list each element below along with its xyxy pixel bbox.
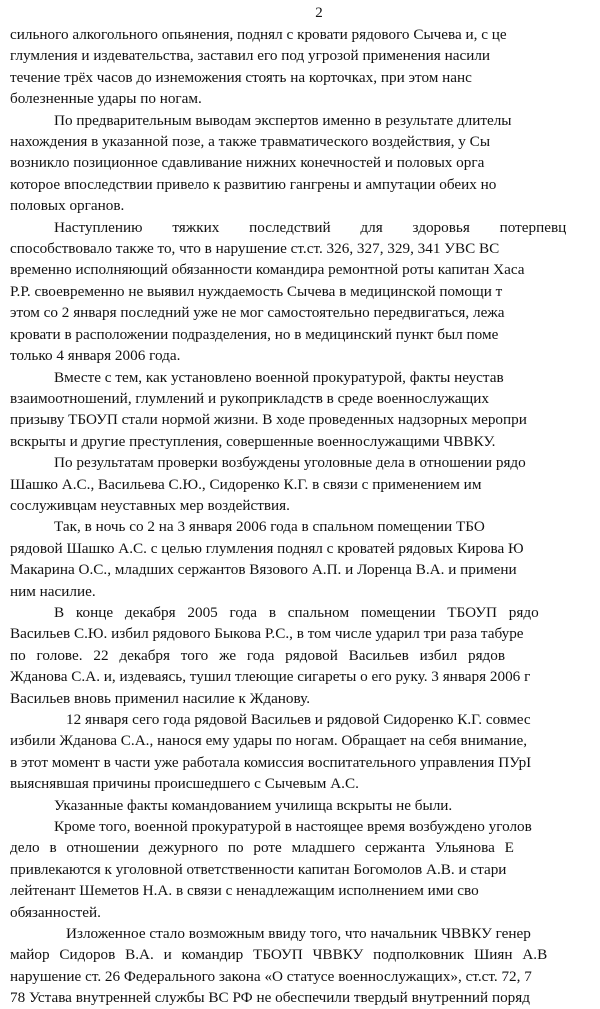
text-line: привлекаются к уголовной ответственности капитан Богомолов А.В. и стари — [10, 860, 507, 878]
text-line: ним насилие. — [10, 582, 96, 600]
text-line: нарушение ст. 26 Федерального закона «О статусе военнослужащих», ст.ст. 72, 7 — [10, 967, 532, 985]
paragraph-8 — [10, 709, 600, 795]
text-line: выяснявшая причины происшедшего с Сычевым А.С. — [10, 775, 359, 793]
text-line: взаимоотношений, глумлений и рукоприкладств в среде военнослужащих — [10, 389, 489, 407]
text-line: Макарина О.С., младших сержантов Вязового А.П. и Лоренца В.А. и примени — [10, 561, 517, 579]
paragraph-10 — [10, 816, 600, 923]
text-line: рядовой Шашко А.С. с целью глумления поднял с кроватей рядовых Кирова Ю — [10, 539, 524, 557]
text-line: В конце декабря 2005 года в спальном помещении ТБОУП рядо — [54, 603, 539, 621]
paragraph-6 — [10, 516, 600, 602]
paragraph-7 — [10, 602, 600, 709]
text-line: Васильев вновь применил насилие к Жданову. — [10, 689, 311, 707]
text-line: Васильев С.Ю. избил рядового Быкова Р.С., в том числе ударил три раза табуре — [10, 625, 524, 643]
text-line: обязанностей. — [10, 903, 101, 921]
paragraph-11 — [10, 923, 600, 1009]
text-line: временно исполняющий обязанности командира ремонтной роты капитан Хаса — [10, 261, 525, 279]
text-line: Кроме того, военной прокуратурой в настоящее время возбуждено уголов — [54, 818, 532, 836]
text-line: Наступлению тяжких последствий для здоровья потерпевц — [54, 218, 567, 236]
text-line: Так, в ночь со 2 на 3 января 2006 года в спальном помещении ТБО — [54, 518, 485, 536]
text-line: майор Сидоров В.А. и командир ТБОУП ЧВВКУ подполковник Шиян А.В — [10, 946, 548, 964]
text-line: этом со 2 января последний уже не мог самостоятельно передвигаться, лежа — [10, 304, 505, 322]
text-line: течение трёх часов до изнеможения стоять на корточках, при этом нанс — [10, 68, 472, 86]
paragraph-9 — [10, 795, 600, 816]
text-line: болезненные удары по ногам. — [10, 90, 202, 108]
text-line: сильного алкогольного опьянения, поднял с кровати рядового Сычева и, с це — [10, 26, 507, 43]
text-line: в этот момент в части уже работала комиссия воспитательного управления ПУрІ — [10, 753, 532, 771]
text-line: сослуживцам неуставных мер воздействия. — [10, 496, 290, 514]
text-line: по голове. 22 декабря того же года рядовой Васильев избил рядов — [10, 646, 506, 664]
paragraph-3 — [10, 217, 600, 367]
text-line: которое впоследствии привело к развитию гангрены и ампутации обеих но — [10, 175, 497, 193]
text-line: возникло позиционное сдавливание нижних конечностей и половых орга — [10, 154, 485, 172]
text-line: нахождения в указанной позе, а также травматического воздействия, у Сы — [10, 133, 491, 151]
text-line: способствовало также то, что в нарушение ст.ст. 326, 327, 329, 341 УВС ВС — [10, 240, 500, 258]
text-line: 78 Устава внутренней службы ВС РФ не обеспечили твердый внутренний поряд — [10, 989, 530, 1007]
text-line: Жданова С.А. и, издеваясь, тушил тлеющие сигареты о его руку. 3 января 2006 г — [10, 668, 531, 686]
text-line: 12 января сего года рядовой Васильев и рядовой Сидоренко К.Г. совмес — [66, 711, 531, 728]
text-line: кровати в расположении подразделения, но в медицинский пункт был поме — [10, 325, 499, 343]
text-line: Указанные факты командованием училища вскрыты не были. — [54, 796, 453, 814]
paragraph-2 — [10, 110, 600, 217]
paragraph-1 — [10, 24, 600, 110]
paragraph-4 — [10, 367, 600, 453]
text-line: По предварительным выводам экспертов именно в результате длителы — [54, 111, 512, 129]
page-number: 2 — [315, 5, 323, 21]
text-line: глумления и издевательства, заставил его под угрозой применения насили — [10, 47, 491, 65]
text-line: лейтенант Шеметов Н.А. в связи с ненадлежащим исполнением ими сво — [10, 882, 479, 900]
text-line: Р.Р. своевременно не выявил нуждаемость Сычева в медицинской помощи т — [10, 282, 503, 300]
text-line: призыву ТБОУП стали нормой жизни. В ходе проведенных надзорных меропри — [10, 411, 527, 429]
text-line: дело в отношении дежурного по роте младшего сержанта Ульянова Е — [10, 839, 514, 857]
text-line: Шашко А.С., Васильева С.Ю., Сидоренко К.Г. в связи с применением им — [10, 475, 482, 493]
text-line: избили Жданова С.А., нанося ему удары по ногам. Обращает на себя внимание, — [10, 732, 527, 750]
text-line: По результатам проверки возбуждены уголовные дела в отношении рядо — [54, 454, 526, 472]
text-line: Изложенное стало возможным ввиду того, что начальник ЧВВКУ генер — [66, 925, 531, 943]
text-line: половых органов. — [10, 197, 125, 215]
text-line: только 4 января 2006 года. — [10, 347, 181, 365]
text-line: Вместе с тем, как установлено военной прокуратурой, факты неустав — [54, 368, 504, 386]
paragraph-5 — [10, 452, 600, 516]
text-line: вскрыты и другие преступления, совершенные военнослужащими ЧВВКУ. — [10, 432, 496, 450]
